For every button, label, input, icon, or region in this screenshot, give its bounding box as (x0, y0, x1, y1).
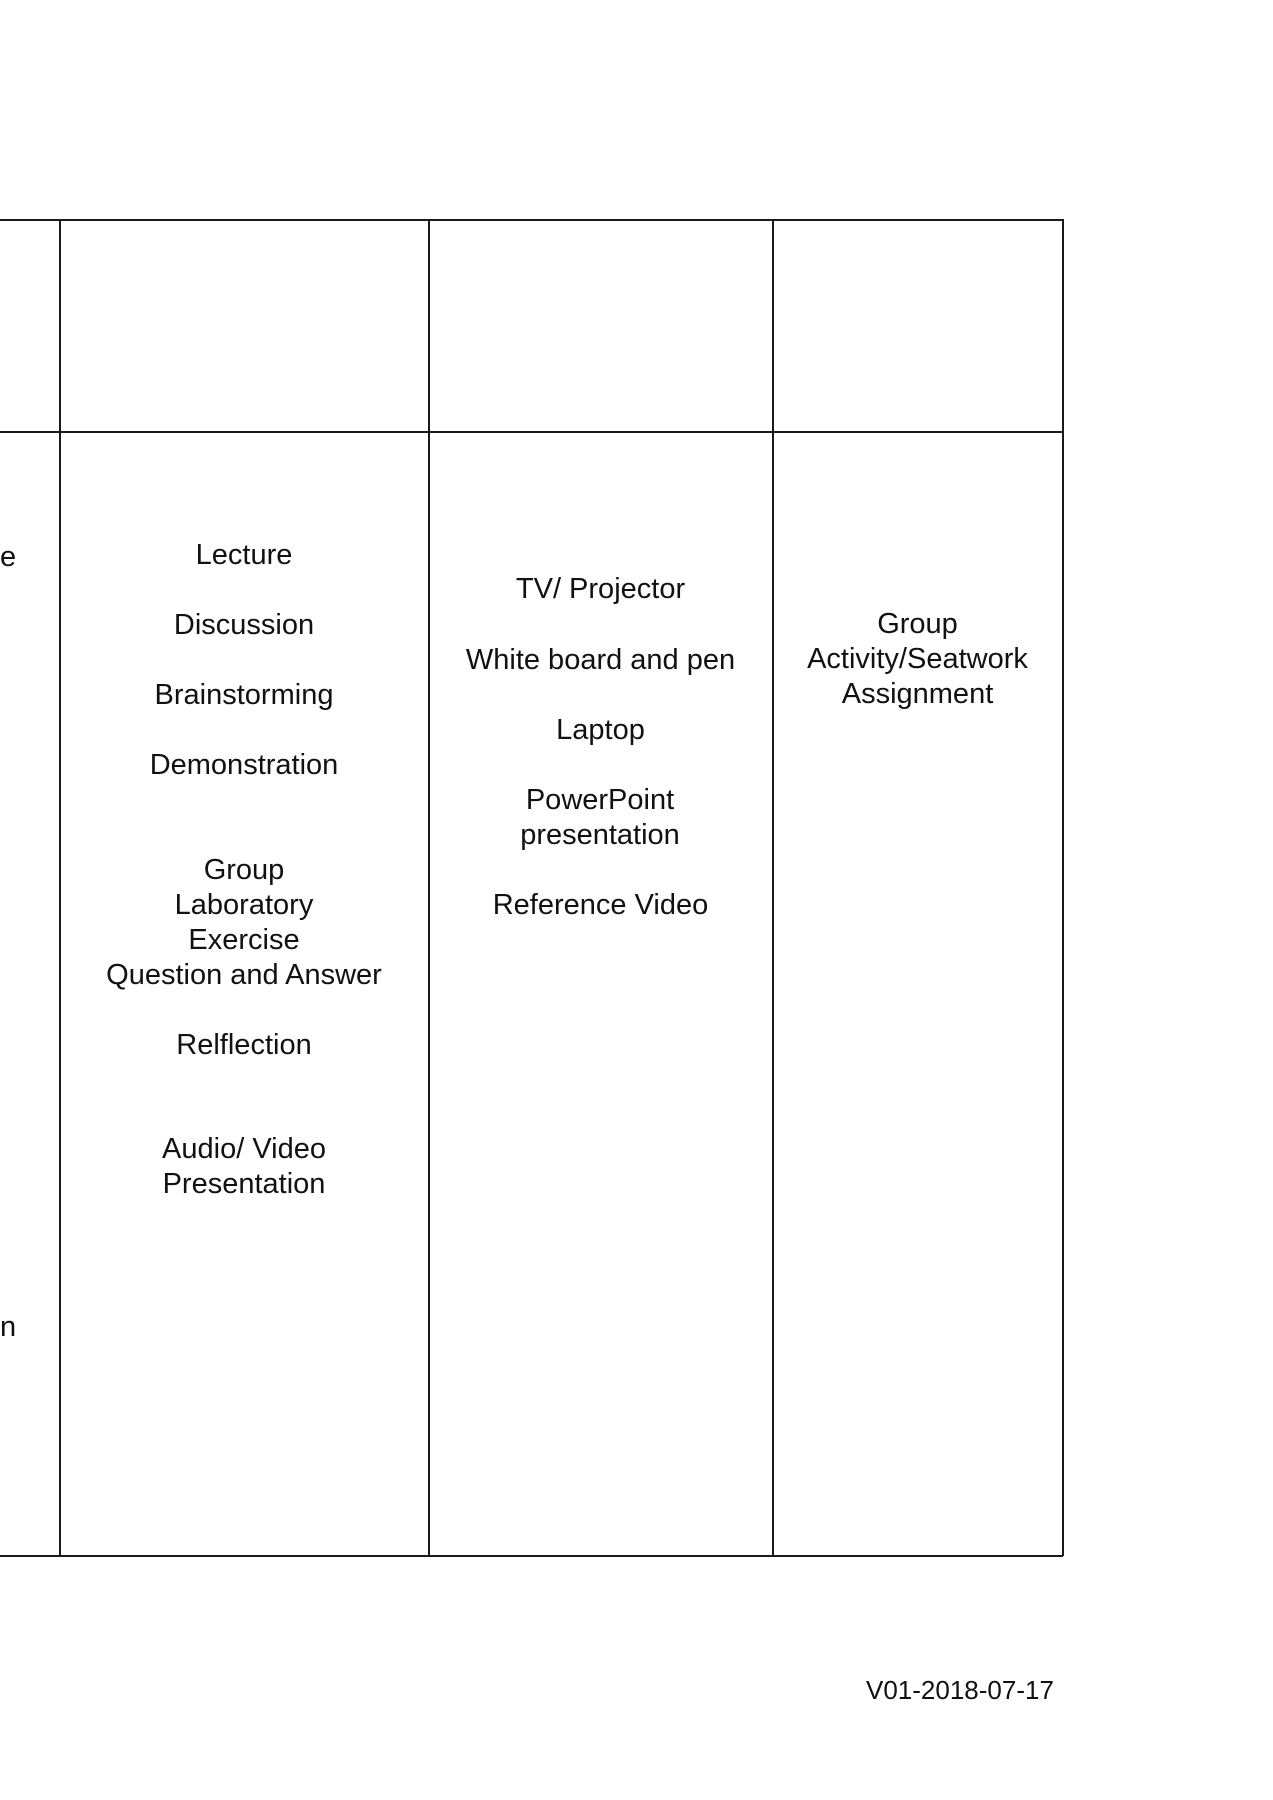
resource-item: Laptop (556, 714, 645, 746)
resource-item: PowerPoint presentation (520, 784, 680, 851)
table-bottom-border (0, 1555, 1063, 1557)
assessment-item: Group Activity/Seatwork Assignment (807, 608, 1028, 710)
column-divider-3 (772, 219, 774, 1556)
method-item: Demonstration (149, 749, 339, 781)
resource-item: TV/ Projector (515, 573, 686, 605)
method-item: Relflection (176, 1029, 312, 1061)
method-item: Lecture (195, 539, 293, 571)
method-item: Brainstorming (154, 679, 334, 711)
method-item: Group Laboratory Exercise (174, 854, 314, 956)
cutoff-text-fragment: n (0, 1311, 17, 1343)
resource-item: Reference Video (492, 889, 709, 921)
table-row-divider (0, 431, 1063, 433)
resource-item: White board and pen (465, 644, 736, 676)
cutoff-text-fragment: e (0, 541, 17, 573)
table-top-border (0, 219, 1063, 221)
column-divider-1 (59, 219, 61, 1556)
version-label: V01-2018-07-17 (866, 1675, 1054, 1705)
method-item: Audio/ Video Presentation (162, 1133, 326, 1200)
table-right-border (1062, 219, 1064, 1556)
method-item: Discussion (173, 609, 315, 641)
method-item: Question and Answer (106, 959, 382, 991)
